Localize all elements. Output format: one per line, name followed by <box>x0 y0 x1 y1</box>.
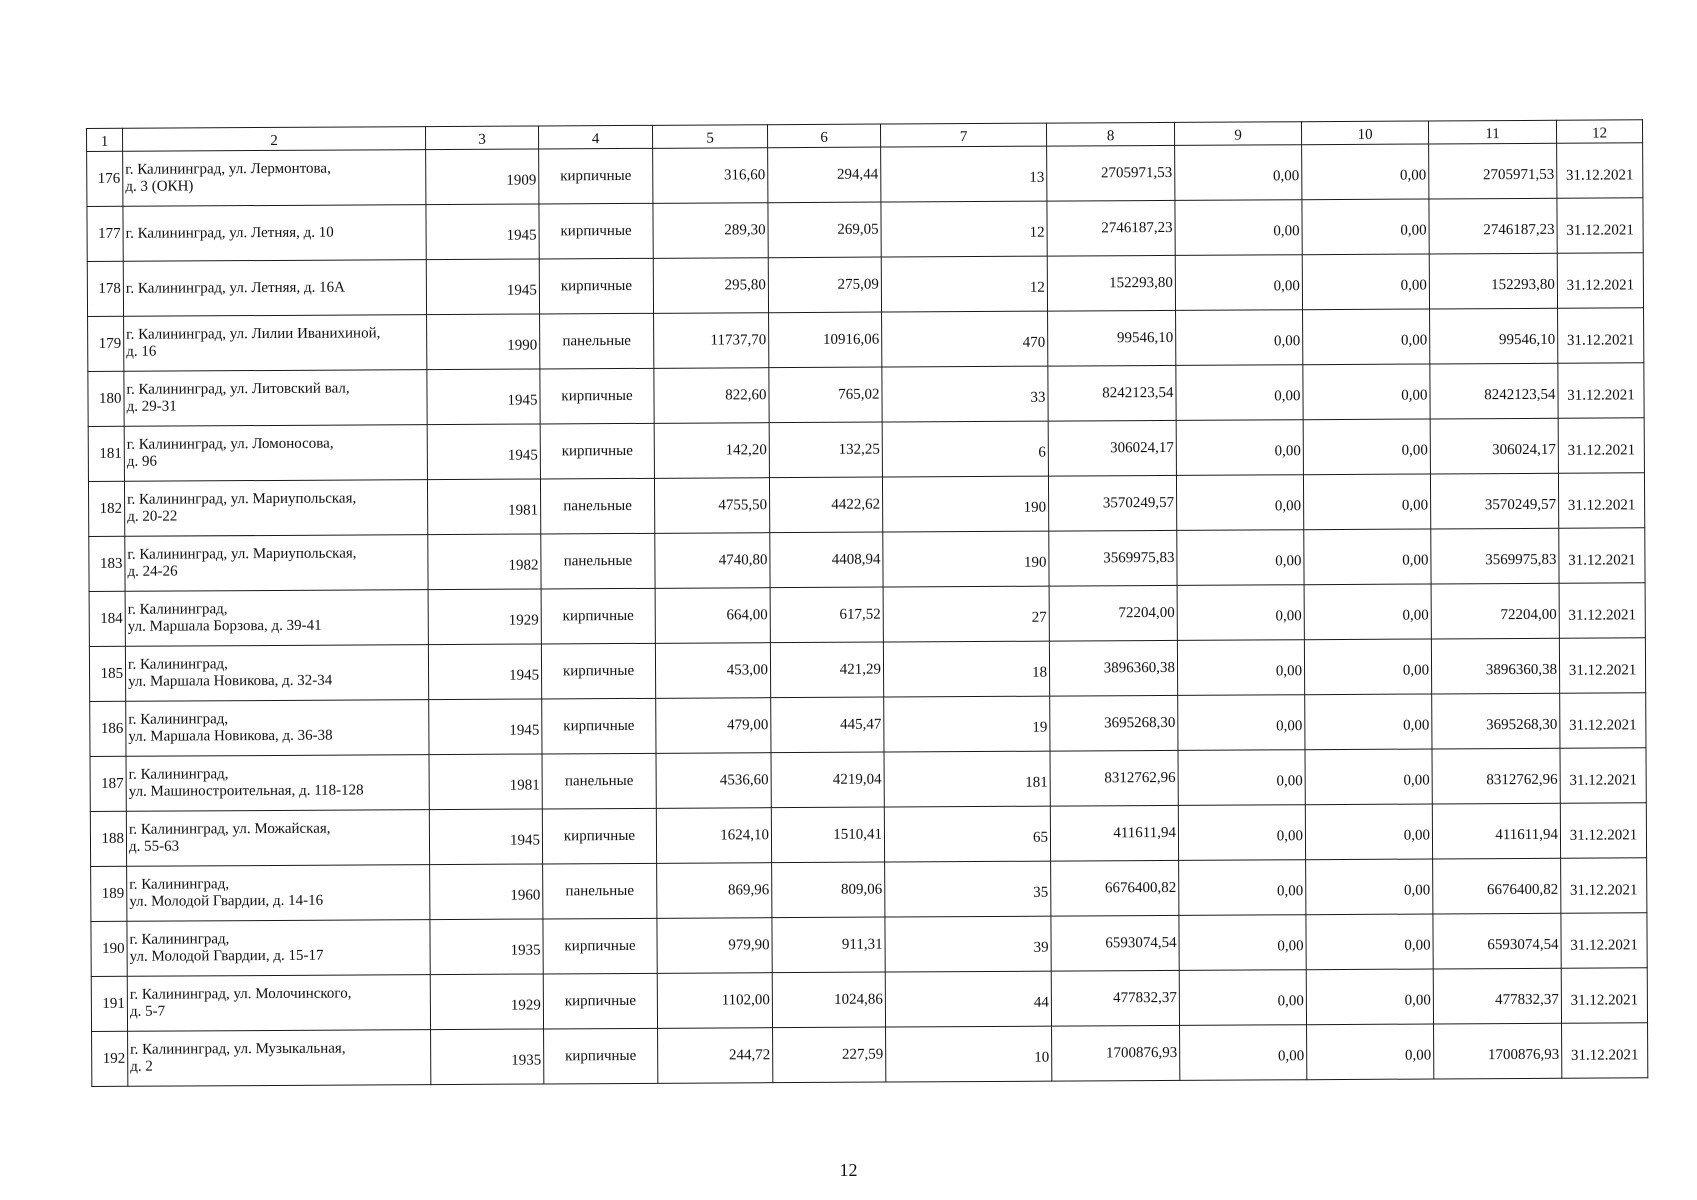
address-cell <box>128 1030 431 1087</box>
address-cell <box>126 810 429 867</box>
residents-cell: 33 <box>882 366 1048 422</box>
fund-cell: 0,00 <box>1178 695 1305 751</box>
residents-cell: 181 <box>884 751 1050 807</box>
year-cell: 1929 <box>430 974 543 1030</box>
address-line: г. Калининград, <box>128 766 229 783</box>
address-line: г. Калининград, ул. Мариупольская, <box>127 490 357 508</box>
address-cell <box>127 975 430 1032</box>
budget-cell: 0,00 <box>1305 804 1432 860</box>
residents-cell: 190 <box>883 531 1049 587</box>
fund-cell: 0,00 <box>1178 805 1305 861</box>
row-number: 191 <box>91 976 127 1031</box>
budget-cell: 0,00 <box>1303 309 1430 365</box>
year-cell: 1935 <box>430 919 543 975</box>
address-line: г. Калининград, ул. Летняя, д. 16А <box>125 279 345 297</box>
address-cell <box>123 150 426 207</box>
budget-cell: 0,00 <box>1305 694 1432 750</box>
column-header-12: 12 <box>1556 120 1642 143</box>
table-row <box>90 748 1646 812</box>
cost-cell: 3570249,57 <box>1048 475 1176 531</box>
wall-material-cell: панельные <box>540 313 654 369</box>
row-number: 186 <box>90 701 126 756</box>
budget-cell: 0,00 <box>1306 969 1433 1025</box>
table-row <box>87 198 1643 262</box>
wall-material-cell: панельные <box>542 753 656 809</box>
fund-cell: 0,00 <box>1177 530 1304 586</box>
year-cell: 1982 <box>428 534 541 590</box>
address-line: д. 16 <box>126 343 157 360</box>
column-header-3: 3 <box>425 126 538 150</box>
fund-cell: 0,00 <box>1176 475 1303 531</box>
fund-cell: 0,00 <box>1178 750 1305 806</box>
area-cell: 664,00 <box>655 588 770 644</box>
year-cell: 1981 <box>427 479 540 535</box>
residents-cell: 19 <box>884 696 1050 752</box>
year-cell: 1945 <box>428 644 541 700</box>
year-cell: 1929 <box>428 589 541 645</box>
budget-cell: 0,00 <box>1302 144 1429 200</box>
year-cell: 1990 <box>427 314 540 370</box>
residents-cell: 35 <box>885 861 1051 917</box>
fund-cell: 0,00 <box>1179 860 1306 916</box>
cost-cell: 6676400,82 <box>1051 860 1179 916</box>
residents-cell: 12 <box>881 201 1047 257</box>
living-area-cell: 275,09 <box>768 257 881 313</box>
living-area-cell: 4422,62 <box>769 477 882 533</box>
wall-material-cell: кирпичные <box>543 973 657 1029</box>
year-cell: 1935 <box>431 1029 544 1085</box>
residents-cell: 470 <box>882 311 1048 367</box>
area-cell: 289,30 <box>653 203 768 259</box>
cost-cell: 99546,10 <box>1048 310 1176 366</box>
row-number: 189 <box>91 866 127 921</box>
living-area-cell: 132,25 <box>769 422 882 478</box>
residents-cell: 190 <box>882 476 1048 532</box>
table-row <box>88 363 1644 427</box>
area-cell: 4755,50 <box>654 478 769 534</box>
budget-cell: 0,00 <box>1303 419 1430 475</box>
total-cell: 411611,94 <box>1432 803 1560 859</box>
address-line: г. Калининград, ул. Музыкальная, <box>130 1040 346 1058</box>
year-cell: 1945 <box>427 369 540 425</box>
residents-cell: 10 <box>886 1026 1052 1082</box>
address-line: ул. Молодой Гвардии, д. 14-16 <box>129 892 324 910</box>
fund-cell: 0,00 <box>1175 145 1302 201</box>
area-cell: 295,80 <box>653 258 768 314</box>
cost-cell: 72204,00 <box>1049 585 1177 641</box>
row-number: 180 <box>88 371 124 426</box>
column-header-1: 1 <box>87 128 123 151</box>
area-cell: 1624,10 <box>656 808 771 864</box>
address-line: г. Калининград, ул. Летняя, д. 10 <box>125 224 334 242</box>
cost-cell: 2705971,53 <box>1047 145 1175 201</box>
deadline-cell: 31.12.2021 <box>1559 528 1645 583</box>
area-cell: 1102,00 <box>657 973 772 1029</box>
row-number: 179 <box>88 316 124 371</box>
address-line: д. 5-7 <box>129 1003 166 1020</box>
table-row <box>89 638 1645 702</box>
fund-cell: 0,00 <box>1176 365 1303 421</box>
area-cell: 453,00 <box>655 643 770 699</box>
fund-cell: 0,00 <box>1177 585 1304 641</box>
residents-cell: 18 <box>883 641 1049 697</box>
total-cell: 3896360,38 <box>1431 638 1559 694</box>
address-line: д. 20-22 <box>127 508 178 525</box>
table-row <box>89 583 1645 647</box>
area-cell: 4740,80 <box>655 533 770 589</box>
budget-cell: 0,00 <box>1304 639 1431 695</box>
living-area-cell: 911,31 <box>772 917 885 973</box>
row-number: 182 <box>88 481 124 536</box>
address-line: г. Калининград, ул. Можайская, <box>128 820 331 838</box>
row-number: 178 <box>87 261 123 316</box>
year-cell: 1945 <box>429 809 542 865</box>
year-cell: 1909 <box>426 149 539 205</box>
total-cell: 2705971,53 <box>1429 143 1557 199</box>
deadline-cell: 31.12.2021 <box>1557 143 1643 198</box>
table-row <box>91 913 1647 977</box>
address-line: д. 2 <box>130 1058 153 1075</box>
wall-material-cell: кирпичные <box>539 258 653 314</box>
total-cell: 3569975,83 <box>1431 528 1559 584</box>
address-cell <box>124 480 427 537</box>
area-cell: 11737,70 <box>654 313 769 369</box>
budget-cell: 0,00 <box>1302 199 1429 255</box>
living-area-cell: 10916,06 <box>769 312 882 368</box>
address-line: г. Калининград, <box>128 711 229 728</box>
area-cell: 479,00 <box>656 698 771 754</box>
wall-material-cell: панельные <box>541 533 655 589</box>
living-area-cell: 1024,86 <box>772 972 885 1028</box>
wall-material-cell: кирпичные <box>539 203 653 259</box>
year-cell: 1945 <box>427 424 540 480</box>
deadline-cell: 31.12.2021 <box>1561 913 1647 968</box>
address-cell <box>126 700 429 757</box>
wall-material-cell: кирпичные <box>540 423 654 479</box>
deadline-cell: 31.12.2021 <box>1558 473 1644 528</box>
living-area-cell: 227,59 <box>773 1027 886 1083</box>
year-cell: 1945 <box>426 204 539 260</box>
wall-material-cell: кирпичные <box>539 148 653 204</box>
row-number: 188 <box>90 811 126 866</box>
year-cell: 1960 <box>430 864 543 920</box>
table-row <box>87 143 1643 207</box>
deadline-cell: 31.12.2021 <box>1560 803 1646 858</box>
row-number: 183 <box>89 536 125 591</box>
address-cell <box>125 590 428 647</box>
table-row <box>88 308 1644 372</box>
deadline-cell: 31.12.2021 <box>1561 968 1647 1023</box>
cost-cell: 411611,94 <box>1050 805 1178 861</box>
fund-cell: 0,00 <box>1175 255 1302 311</box>
deadline-cell: 31.12.2021 <box>1558 308 1644 363</box>
residents-cell: 13 <box>881 146 1047 202</box>
living-area-cell: 617,52 <box>770 587 883 643</box>
column-header-9: 9 <box>1174 122 1301 146</box>
deadline-cell: 31.12.2021 <box>1561 858 1647 913</box>
area-cell: 142,20 <box>654 423 769 479</box>
cost-cell: 477832,37 <box>1051 970 1179 1026</box>
area-cell: 244,72 <box>658 1028 773 1084</box>
total-cell: 1700876,93 <box>1434 1023 1562 1079</box>
fund-cell: 0,00 <box>1179 915 1306 971</box>
total-cell: 306024,17 <box>1430 418 1558 474</box>
cost-cell: 8312762,96 <box>1050 750 1178 806</box>
address-line: г. Калининград, ул. Ломоносова, <box>126 435 334 453</box>
row-number: 192 <box>92 1031 128 1086</box>
data-table <box>86 119 1648 1087</box>
address-line: ул. Маршала Новикова, д. 36-38 <box>128 727 333 745</box>
column-header-6: 6 <box>767 124 880 148</box>
deadline-cell: 31.12.2021 <box>1557 198 1643 253</box>
area-cell: 869,96 <box>657 863 772 919</box>
living-area-cell: 4408,94 <box>770 532 883 588</box>
year-cell: 1981 <box>429 754 542 810</box>
table-row <box>89 528 1645 592</box>
total-cell: 3570249,57 <box>1430 473 1558 529</box>
total-cell: 99546,10 <box>1430 308 1558 364</box>
budget-cell: 0,00 <box>1304 584 1431 640</box>
column-header-2: 2 <box>123 127 426 152</box>
deadline-cell: 31.12.2021 <box>1558 418 1644 473</box>
deadline-cell: 31.12.2021 <box>1558 363 1644 418</box>
address-line: г. Калининград, ул. Лермонтова, <box>125 160 331 178</box>
residents-cell: 65 <box>884 806 1050 862</box>
budget-cell: 0,00 <box>1304 529 1431 585</box>
address-line: ул. Маршала Новикова, д. 32-34 <box>128 672 333 690</box>
row-number: 177 <box>87 206 123 261</box>
budget-cell: 0,00 <box>1306 859 1433 915</box>
year-cell: 1945 <box>429 699 542 755</box>
area-cell: 4536,60 <box>656 753 771 809</box>
residents-cell: 27 <box>883 586 1049 642</box>
address-line: ул. Молодой Гвардии, д. 15-17 <box>129 947 324 965</box>
address-line: д. 3 (ОКН) <box>125 178 194 195</box>
address-line: ул. Машиностроительная, д. 118-128 <box>128 782 364 800</box>
living-area-cell: 421,29 <box>770 642 883 698</box>
row-number: 176 <box>87 151 123 206</box>
total-cell: 6593074,54 <box>1433 913 1561 969</box>
table-row <box>91 858 1647 922</box>
deadline-cell: 31.12.2021 <box>1559 638 1645 693</box>
living-area-cell: 294,44 <box>768 147 881 203</box>
cost-cell: 1700876,93 <box>1052 1025 1180 1081</box>
cost-cell: 152293,80 <box>1047 255 1175 311</box>
address-cell <box>123 205 426 262</box>
wall-material-cell: кирпичные <box>544 1028 658 1084</box>
row-number: 187 <box>90 756 126 811</box>
address-cell <box>125 535 428 592</box>
column-header-4: 4 <box>538 125 652 149</box>
column-header-5: 5 <box>652 125 767 149</box>
address-line: д. 55-63 <box>128 838 180 855</box>
wall-material-cell: кирпичные <box>542 808 656 864</box>
total-cell: 8242123,54 <box>1430 363 1558 419</box>
address-line: г. Калининград, ул. Молочинского, <box>129 985 352 1003</box>
area-cell: 316,60 <box>653 148 768 204</box>
table-body <box>87 143 1648 1087</box>
budget-cell: 0,00 <box>1303 474 1430 530</box>
table-row <box>88 473 1644 537</box>
table-row <box>88 418 1644 482</box>
address-cell <box>127 920 430 977</box>
address-cell <box>127 865 430 922</box>
living-area-cell: 809,06 <box>772 862 885 918</box>
total-cell: 477832,37 <box>1433 968 1561 1024</box>
deadline-cell: 31.12.2021 <box>1559 583 1645 638</box>
total-cell: 6676400,82 <box>1433 858 1561 914</box>
area-cell: 979,90 <box>657 918 772 974</box>
wall-material-cell: панельные <box>543 863 657 919</box>
budget-cell: 0,00 <box>1305 749 1432 805</box>
budget-cell: 0,00 <box>1302 254 1429 310</box>
address-line: г. Калининград, <box>129 931 230 948</box>
wall-material-cell: кирпичные <box>541 588 655 644</box>
column-header-8: 8 <box>1046 122 1174 146</box>
address-line: г. Калининград, ул. Литовский вал, <box>126 380 350 398</box>
living-area-cell: 4219,04 <box>771 752 884 808</box>
address-cell <box>125 645 428 702</box>
budget-cell: 0,00 <box>1306 914 1433 970</box>
address-cell <box>124 370 427 427</box>
cost-cell: 2746187,23 <box>1047 200 1175 256</box>
deadline-cell: 31.12.2021 <box>1560 748 1646 803</box>
table-row <box>92 1023 1648 1087</box>
page-number: 12 <box>839 1160 858 1180</box>
cost-cell: 3695268,30 <box>1050 695 1178 751</box>
cost-cell: 3569975,83 <box>1049 530 1177 586</box>
total-cell: 8312762,96 <box>1432 748 1560 804</box>
cost-cell: 3896360,38 <box>1049 640 1177 696</box>
budget-cell: 0,00 <box>1303 364 1430 420</box>
residents-cell: 39 <box>885 916 1051 972</box>
table-row <box>90 803 1646 867</box>
residents-cell: 12 <box>881 256 1047 312</box>
address-cell <box>126 755 429 812</box>
fund-cell: 0,00 <box>1175 200 1302 256</box>
table-row <box>90 693 1646 757</box>
row-number: 190 <box>91 921 127 976</box>
fund-cell: 0,00 <box>1176 310 1303 366</box>
living-area-cell: 445,47 <box>771 697 884 753</box>
budget-cell: 0,00 <box>1307 1024 1434 1080</box>
fund-cell: 0,00 <box>1180 1025 1307 1081</box>
area-cell: 822,60 <box>654 368 769 424</box>
deadline-cell: 31.12.2021 <box>1560 693 1646 748</box>
wall-material-cell: кирпичные <box>541 643 655 699</box>
column-header-10: 10 <box>1301 121 1428 145</box>
row-number: 185 <box>89 646 125 701</box>
total-cell: 72204,00 <box>1431 583 1559 639</box>
address-line: г. Калининград, <box>127 601 228 618</box>
address-cell <box>124 315 427 372</box>
wall-material-cell: кирпичные <box>542 698 656 754</box>
address-line: г. Калининград, ул. Лилии Иванихиной, <box>126 325 381 343</box>
column-header-7: 7 <box>880 123 1046 147</box>
residents-cell: 44 <box>885 971 1051 1027</box>
living-area-cell: 1510,41 <box>771 807 884 863</box>
table-row <box>87 253 1643 317</box>
wall-material-cell: кирпичные <box>543 918 657 974</box>
address-line: г. Калининград, ул. Мариупольская, <box>127 545 357 563</box>
cost-cell: 8242123,54 <box>1048 365 1176 421</box>
row-number: 181 <box>88 426 124 481</box>
address-cell <box>123 260 426 317</box>
row-number: 184 <box>89 591 125 646</box>
cost-cell: 6593074,54 <box>1051 915 1179 971</box>
address-line: д. 29-31 <box>126 398 177 415</box>
living-area-cell: 269,05 <box>768 202 881 258</box>
fund-cell: 0,00 <box>1177 640 1304 696</box>
address-line: д. 24-26 <box>127 563 178 580</box>
wall-material-cell: панельные <box>540 478 654 534</box>
address-line: д. 96 <box>126 453 158 470</box>
address-line: г. Калининград, <box>129 876 230 893</box>
year-cell: 1945 <box>426 259 539 315</box>
table-row <box>91 968 1647 1032</box>
total-cell: 2746187,23 <box>1429 198 1557 254</box>
living-area-cell: 765,02 <box>769 367 882 423</box>
fund-cell: 0,00 <box>1179 970 1306 1026</box>
total-cell: 152293,80 <box>1429 253 1557 309</box>
deadline-cell: 31.12.2021 <box>1562 1023 1648 1078</box>
fund-cell: 0,00 <box>1176 420 1303 476</box>
address-cell <box>124 425 427 482</box>
residents-cell: 6 <box>882 421 1048 477</box>
wall-material-cell: кирпичные <box>540 368 654 424</box>
deadline-cell: 31.12.2021 <box>1557 253 1643 308</box>
total-cell: 3695268,30 <box>1432 693 1560 749</box>
column-header-11: 11 <box>1428 120 1556 144</box>
address-line: ул. Маршала Борзова, д. 39-41 <box>127 617 322 635</box>
cost-cell: 306024,17 <box>1048 420 1176 476</box>
address-line: г. Калининград, <box>127 656 228 673</box>
